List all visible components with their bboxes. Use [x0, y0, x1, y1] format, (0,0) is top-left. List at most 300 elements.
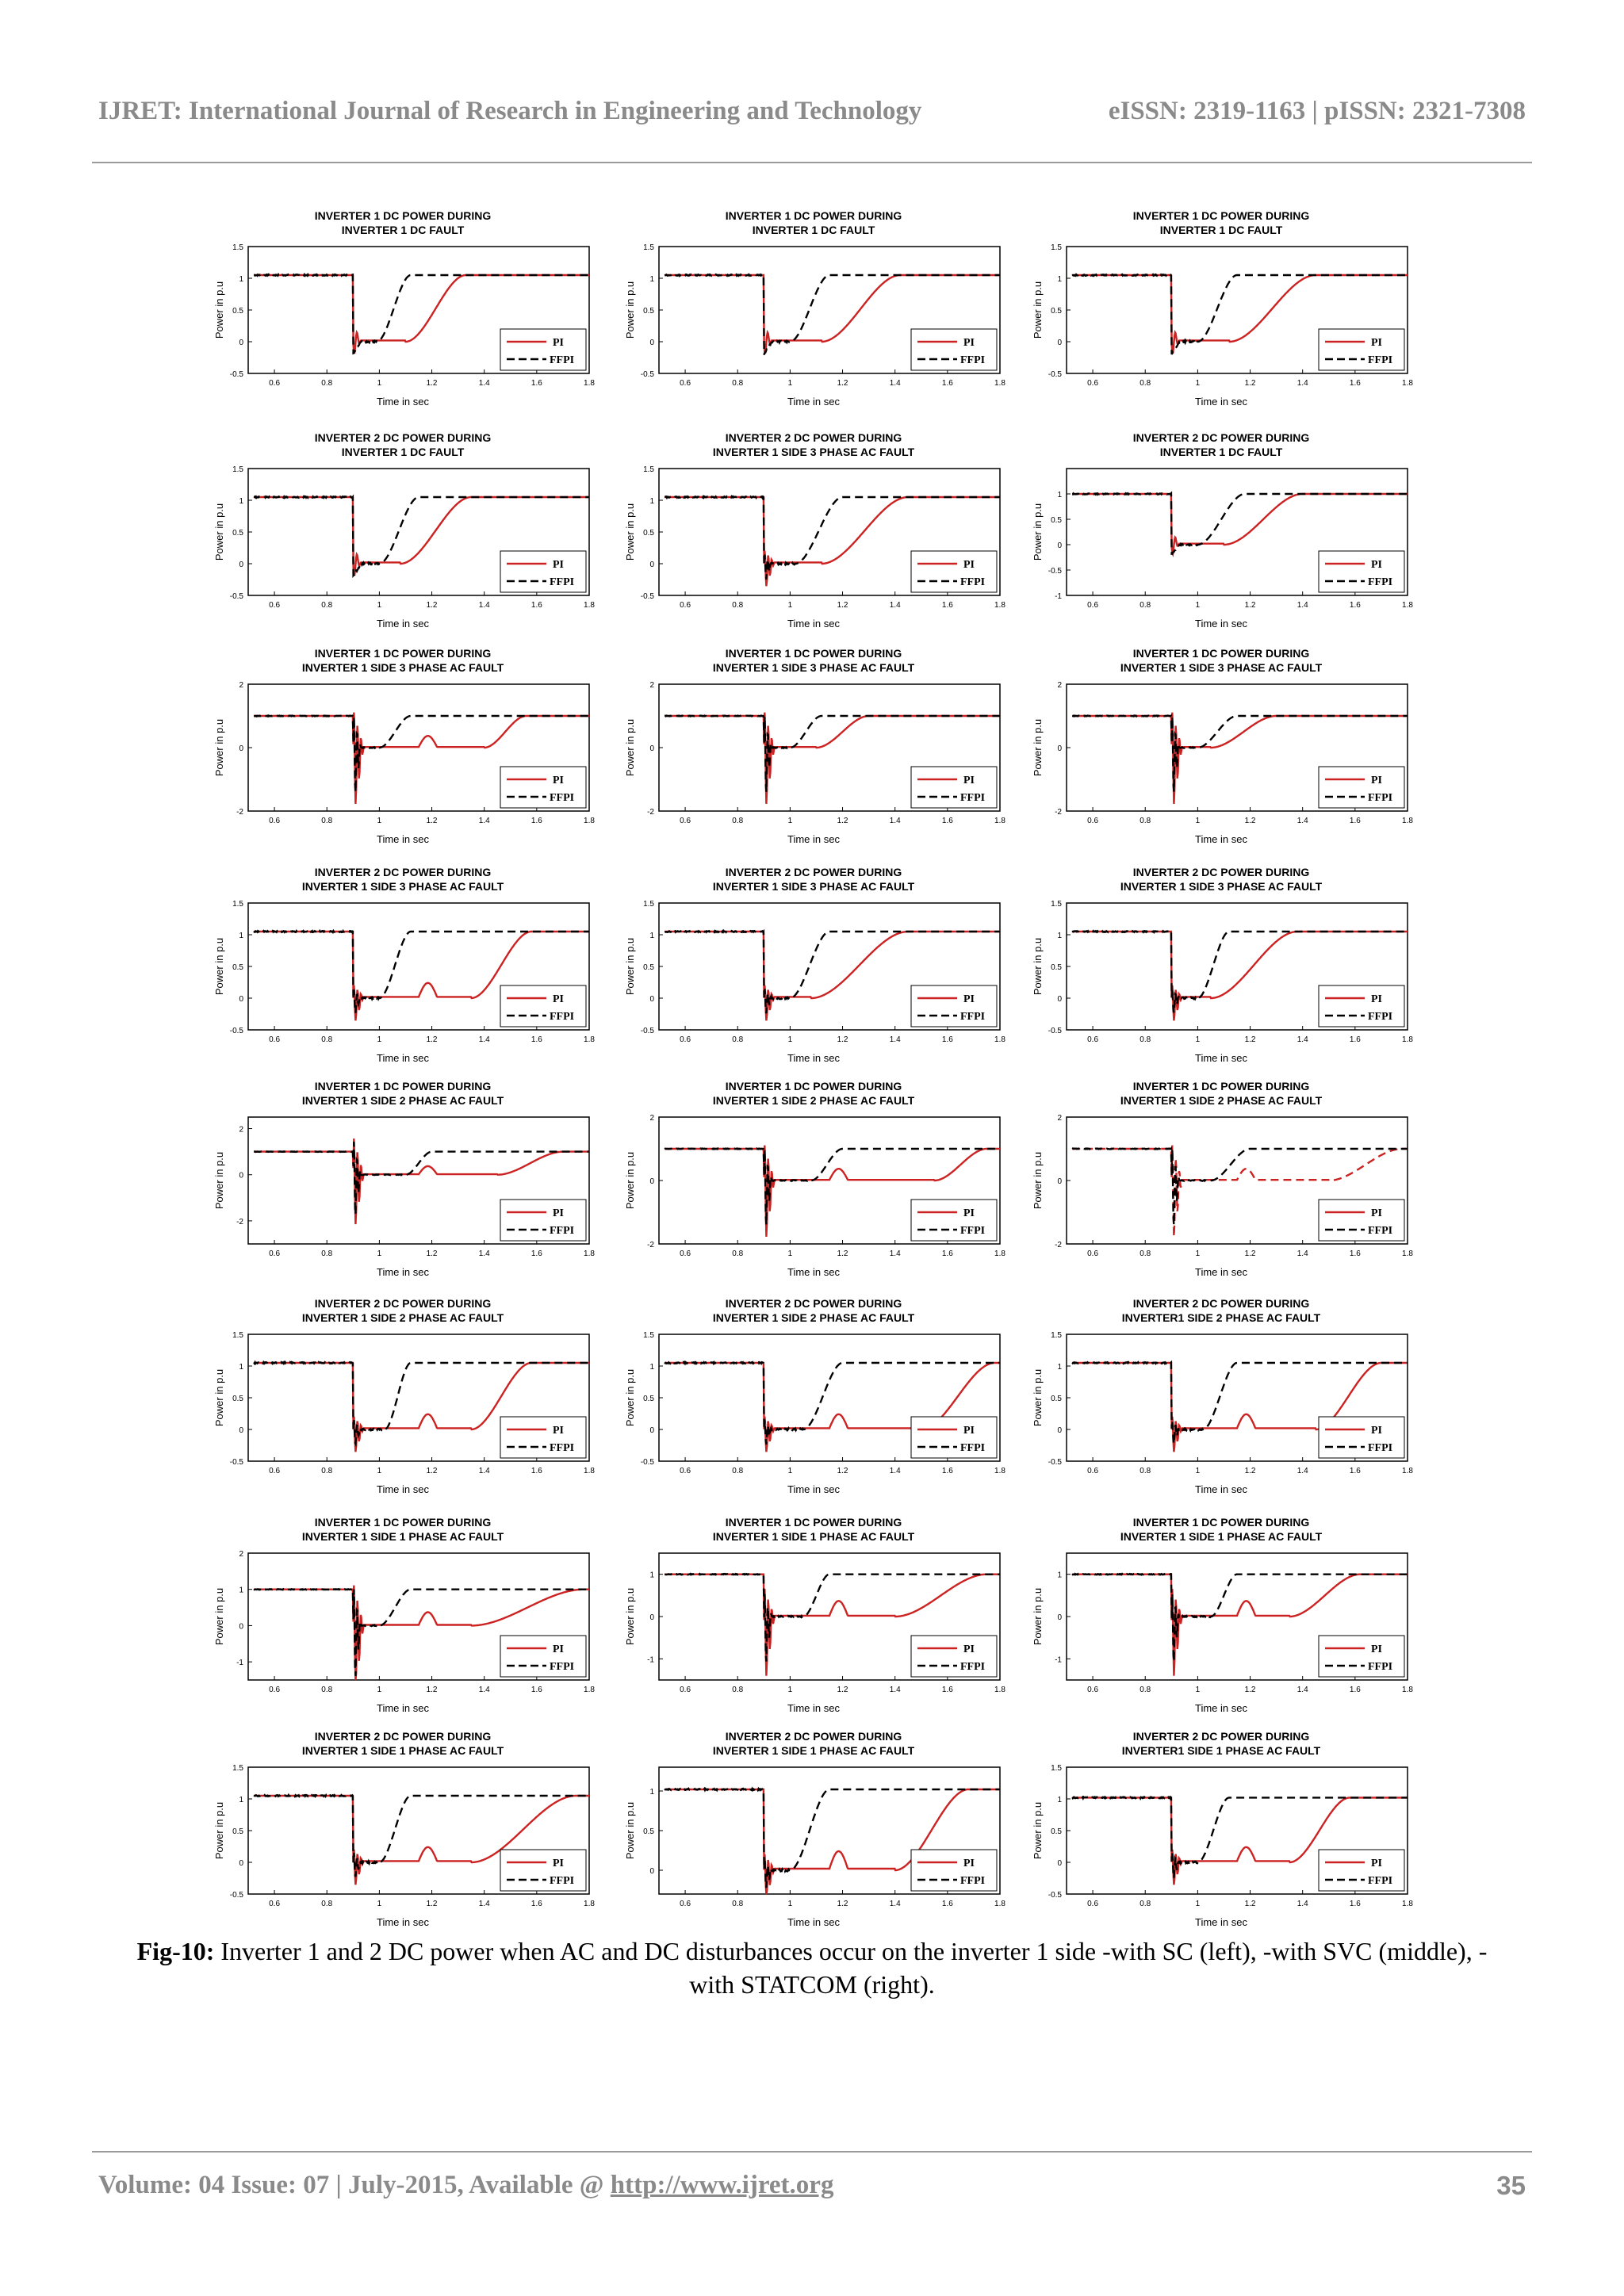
y-tick-label: 0: [1057, 1426, 1062, 1435]
x-tick-label: 1: [787, 601, 793, 610]
y-axis-label: Power in p.u: [1032, 1151, 1044, 1210]
x-tick-label: 0.8: [321, 817, 333, 825]
chart-title-line1: INVERTER 2 DC POWER DURING: [314, 1730, 492, 1743]
y-tick-label: -0.5: [229, 1027, 243, 1035]
legend-pi-label: PI: [963, 775, 975, 786]
chart-title-line1: INVERTER 1 DC POWER DURING: [725, 209, 902, 222]
legend-ffpi-label: FFPI: [1368, 792, 1393, 804]
chart-title-line2: INVERTER 1 SIDE 1 PHASE AC FAULT: [1120, 1530, 1323, 1543]
chart-title-line2: INVERTER 1 SIDE 3 PHASE AC FAULT: [712, 446, 915, 458]
y-axis-label: Power in p.u: [213, 1801, 225, 1860]
x-tick-label: 1.2: [1244, 1900, 1256, 1908]
y-tick-label: 2: [1057, 1114, 1062, 1123]
x-axis-label: Time in sec: [1195, 396, 1247, 408]
x-tick-label: 1.2: [1244, 1249, 1256, 1258]
x-tick-label: 1.6: [530, 1686, 542, 1694]
chart-title-line2: INVERTER 1 SIDE 3 PHASE AC FAULT: [301, 880, 504, 893]
chart-title-line2: INVERTER1 SIDE 2 PHASE AC FAULT: [1121, 1311, 1321, 1324]
legend-ffpi-label: FFPI: [1368, 1011, 1393, 1023]
chart-title-line2: INVERTER 1 SIDE 3 PHASE AC FAULT: [712, 661, 915, 674]
x-tick-label: 1.4: [889, 1467, 901, 1475]
x-tick-label: 0.6: [269, 1467, 281, 1475]
legend-pi-label: PI: [963, 559, 975, 571]
chart-panel: [613, 1509, 1019, 1723]
x-tick-label: 1.4: [478, 1900, 490, 1908]
y-tick-label: 0: [1057, 1613, 1062, 1622]
y-tick-label: -0.5: [640, 370, 654, 379]
x-tick-label: 1.8: [1402, 1249, 1413, 1258]
chart-panel: [202, 1073, 608, 1287]
chart-panel: [202, 202, 608, 416]
x-tick-label: 1.2: [837, 1035, 848, 1044]
x-tick-label: 1.4: [1297, 601, 1308, 610]
y-tick-label: 1.5: [232, 1764, 243, 1773]
x-tick-label: 1.6: [941, 601, 953, 610]
x-tick-label: 1: [787, 817, 793, 825]
y-tick-label: 1: [239, 1586, 243, 1595]
x-tick-label: 1.4: [478, 817, 490, 825]
x-tick-label: 1: [1195, 379, 1201, 388]
chart-title-line1: INVERTER 1 DC POWER DURING: [1132, 1516, 1310, 1529]
x-tick-label: 0.8: [1139, 601, 1151, 610]
y-tick-label: 0: [649, 1426, 654, 1435]
x-tick-label: 0.8: [321, 1686, 333, 1694]
chart-svg: [613, 1073, 1019, 1287]
x-tick-label: 1: [377, 1249, 382, 1258]
x-tick-label: 1.6: [941, 817, 953, 825]
legend-pi-label: PI: [553, 1858, 564, 1869]
chart-title-line2: INVERTER 1 SIDE 1 PHASE AC FAULT: [712, 1744, 915, 1757]
y-tick-label: 2: [649, 681, 654, 690]
x-tick-label: 0.6: [1087, 1249, 1099, 1258]
x-tick-label: 1: [1195, 1249, 1201, 1258]
y-tick-label: -2: [236, 1217, 243, 1226]
x-tick-label: 1: [1195, 1686, 1201, 1694]
x-tick-label: 1: [787, 1900, 793, 1908]
y-axis-label: Power in p.u: [213, 503, 225, 561]
chart-panel: [613, 640, 1019, 854]
legend-pi-label: PI: [963, 1425, 975, 1437]
y-tick-label: 1.5: [643, 1331, 654, 1340]
footer-rule: [92, 2151, 1532, 2152]
x-tick-label: 1.6: [530, 817, 542, 825]
y-tick-label: 2: [239, 1125, 243, 1135]
footer-volume: [98, 2171, 833, 2200]
y-tick-label: 0: [239, 1859, 243, 1868]
x-tick-label: 1.4: [889, 1900, 901, 1908]
legend-pi-label: PI: [1371, 559, 1382, 571]
x-tick-label: 1: [377, 1686, 382, 1694]
legend-pi-label: PI: [1371, 1207, 1382, 1219]
y-tick-label: 0: [649, 1867, 654, 1876]
legend-pi-label: PI: [963, 337, 975, 349]
y-tick-label: 0.5: [643, 529, 654, 538]
x-tick-label: 1.2: [426, 1686, 438, 1694]
x-tick-label: 1.8: [1402, 1686, 1413, 1694]
x-tick-label: 1.6: [530, 1900, 542, 1908]
chart-title-line1: INVERTER 2 DC POWER DURING: [314, 866, 492, 878]
x-tick-label: 0.6: [269, 379, 281, 388]
x-tick-label: 0.6: [269, 1249, 281, 1258]
header-rule: [92, 162, 1532, 163]
x-tick-label: 1.4: [478, 379, 490, 388]
chart-title-line1: INVERTER 2 DC POWER DURING: [314, 1297, 492, 1310]
x-tick-label: 1.4: [478, 1686, 490, 1694]
chart-panel: [1021, 640, 1427, 854]
x-tick-label: 0.6: [1087, 1686, 1099, 1694]
x-tick-label: 1.8: [584, 1900, 595, 1908]
y-tick-label: 1.5: [1051, 1764, 1062, 1773]
x-tick-label: 0.6: [1087, 1900, 1099, 1908]
chart-title-line2: INVERTER 1 SIDE 1 PHASE AC FAULT: [301, 1530, 504, 1543]
legend-ffpi-label: FFPI: [960, 792, 986, 804]
legend-pi-label: PI: [553, 1207, 564, 1219]
legend-pi-label: PI: [1371, 1425, 1382, 1437]
chart-panel: [202, 1723, 608, 1937]
y-axis-label: Power in p.u: [1032, 1587, 1044, 1646]
y-axis-label: Power in p.u: [624, 1151, 636, 1210]
chart-title-line1: INVERTER 2 DC POWER DURING: [314, 431, 492, 444]
y-tick-label: -0.5: [229, 1458, 243, 1467]
x-tick-label: 1.8: [584, 379, 595, 388]
x-tick-label: 1: [377, 601, 382, 610]
x-tick-label: 1.8: [994, 1249, 1005, 1258]
x-axis-label: Time in sec: [377, 396, 429, 408]
y-tick-label: 0: [649, 744, 654, 753]
y-tick-label: -0.5: [640, 1458, 654, 1467]
x-tick-label: 1.6: [1349, 1686, 1361, 1694]
x-tick-label: 1.2: [426, 817, 438, 825]
x-tick-label: 1.4: [478, 601, 490, 610]
page-number: 35: [1496, 2171, 1526, 2200]
y-tick-label: 0.5: [1051, 1395, 1062, 1403]
chart-title-line1: INVERTER 2 DC POWER DURING: [725, 431, 902, 444]
chart-panel: [1021, 1073, 1427, 1287]
x-tick-label: 1.6: [941, 379, 953, 388]
x-axis-label: Time in sec: [1195, 1702, 1247, 1714]
chart-title-line2: INVERTER 1 SIDE 3 PHASE AC FAULT: [1120, 661, 1323, 674]
y-tick-label: 1: [1057, 491, 1062, 499]
legend-ffpi-label: FFPI: [960, 1442, 986, 1454]
x-axis-label: Time in sec: [377, 1702, 429, 1714]
y-tick-label: 1: [1057, 1571, 1062, 1580]
x-tick-label: 0.8: [732, 1249, 744, 1258]
x-tick-label: 1.4: [889, 601, 901, 610]
chart-title-line2: INVERTER 1 SIDE 2 PHASE AC FAULT: [301, 1311, 504, 1324]
chart-panel: [613, 859, 1019, 1073]
chart-panel: [202, 640, 608, 854]
chart-title-line2: INVERTER 1 DC FAULT: [752, 224, 875, 236]
y-axis-label: Power in p.u: [624, 1587, 636, 1646]
x-tick-label: 0.8: [321, 1900, 333, 1908]
y-tick-label: 0: [239, 339, 243, 347]
x-axis-label: Time in sec: [1195, 1916, 1247, 1928]
x-tick-label: 0.6: [680, 1900, 691, 1908]
x-tick-label: 1.6: [1349, 817, 1361, 825]
chart-title-line2: INVERTER 1 SIDE 2 PHASE AC FAULT: [1120, 1094, 1323, 1107]
chart-panel: [202, 859, 608, 1073]
x-tick-label: 1.2: [837, 379, 848, 388]
x-tick-label: 0.8: [1139, 1249, 1151, 1258]
y-tick-label: -0.5: [1048, 1891, 1062, 1900]
chart-panel: [1021, 202, 1427, 416]
volume-text: Volume: 04 Issue: 07 | July-2015, Available @: [98, 2171, 604, 2199]
legend-ffpi-label: FFPI: [1368, 1442, 1393, 1454]
x-tick-label: 1.4: [889, 817, 901, 825]
legend-ffpi-label: FFPI: [1368, 1661, 1393, 1673]
x-axis-label: Time in sec: [377, 833, 429, 845]
y-tick-label: -0.5: [1048, 567, 1062, 576]
x-tick-label: 0.6: [680, 817, 691, 825]
y-tick-label: 0: [239, 561, 243, 569]
y-axis-label: Power in p.u: [624, 1801, 636, 1860]
y-tick-label: 1.5: [643, 900, 654, 909]
x-tick-label: 1: [1195, 1035, 1201, 1044]
chart-svg: [613, 202, 1019, 416]
legend-pi-label: PI: [1371, 1858, 1382, 1869]
x-tick-label: 0.8: [1139, 1467, 1151, 1475]
x-tick-label: 1.4: [1297, 1035, 1308, 1044]
x-axis-label: Time in sec: [787, 396, 840, 408]
y-tick-label: 1: [1057, 932, 1062, 940]
chart-title-line1: INVERTER 1 DC POWER DURING: [1132, 1080, 1310, 1093]
chart-svg: [613, 1723, 1019, 1937]
x-tick-label: 1: [377, 1900, 382, 1908]
legend-ffpi-label: FFPI: [550, 576, 575, 588]
chart-title-line2: INVERTER 1 SIDE 3 PHASE AC FAULT: [1120, 880, 1323, 893]
y-tick-label: 0.5: [232, 307, 243, 316]
journal-link[interactable]: http://www.ijret.org: [610, 2171, 834, 2199]
x-tick-label: 1: [1195, 601, 1201, 610]
y-tick-label: -0.5: [640, 1027, 654, 1035]
chart-title-line1: INVERTER 2 DC POWER DURING: [1132, 866, 1310, 878]
legend-ffpi-label: FFPI: [550, 1661, 575, 1673]
chart-svg: [1021, 202, 1427, 416]
chart-svg: [613, 1290, 1019, 1504]
x-tick-label: 1.8: [994, 1467, 1005, 1475]
x-tick-label: 1.4: [889, 1035, 901, 1044]
y-tick-label: 0: [239, 1426, 243, 1435]
y-tick-label: 1.5: [1051, 1331, 1062, 1340]
x-tick-label: 0.8: [1139, 1686, 1151, 1694]
y-tick-label: 1: [1057, 1363, 1062, 1372]
x-tick-label: 0.6: [680, 1467, 691, 1475]
x-tick-label: 0.6: [269, 601, 281, 610]
x-axis-label: Time in sec: [787, 1052, 840, 1064]
y-tick-label: -0.5: [1048, 370, 1062, 379]
y-axis-label: Power in p.u: [213, 281, 225, 339]
x-tick-label: 0.8: [732, 1035, 744, 1044]
x-tick-label: 1.6: [941, 1686, 953, 1694]
x-axis-label: Time in sec: [377, 1916, 429, 1928]
chart-panel: [202, 1509, 608, 1723]
y-tick-label: 0: [239, 1622, 243, 1632]
y-tick-label: 0: [1057, 541, 1062, 550]
y-tick-label: -2: [647, 1241, 654, 1249]
chart-panel: [202, 1290, 608, 1504]
x-tick-label: 1.6: [530, 601, 542, 610]
x-tick-label: 1.6: [530, 1467, 542, 1475]
legend-ffpi-label: FFPI: [550, 1442, 575, 1454]
x-tick-label: 1.6: [1349, 1467, 1361, 1475]
x-tick-label: 1.8: [1402, 1900, 1413, 1908]
chart-title-line1: INVERTER 1 DC POWER DURING: [725, 1080, 902, 1093]
x-tick-label: 0.6: [269, 1686, 281, 1694]
chart-title-line1: INVERTER 1 DC POWER DURING: [314, 1080, 492, 1093]
x-tick-label: 1.8: [994, 1686, 1005, 1694]
x-tick-label: 1.2: [837, 601, 848, 610]
y-tick-label: -2: [647, 808, 654, 817]
x-tick-label: 0.6: [269, 817, 281, 825]
legend-ffpi-label: FFPI: [1368, 354, 1393, 366]
x-tick-label: 1.6: [1349, 1900, 1361, 1908]
legend-ffpi-label: FFPI: [550, 1875, 575, 1887]
y-tick-label: 1: [239, 1796, 243, 1804]
chart-panel: [613, 1073, 1019, 1287]
legend-ffpi-label: FFPI: [1368, 576, 1393, 588]
y-tick-label: -2: [1055, 1241, 1062, 1249]
y-tick-label: 0: [649, 561, 654, 569]
chart-title-line1: INVERTER 2 DC POWER DURING: [725, 1297, 902, 1310]
y-axis-label: Power in p.u: [624, 937, 636, 996]
legend-pi-label: PI: [1371, 1644, 1382, 1655]
y-tick-label: 0: [649, 995, 654, 1004]
legend-ffpi-label: FFPI: [960, 1011, 986, 1023]
x-axis-label: Time in sec: [787, 1266, 840, 1278]
x-tick-label: 1.8: [994, 379, 1005, 388]
x-tick-label: 1.2: [426, 1900, 438, 1908]
y-tick-label: 0: [239, 744, 243, 753]
x-tick-label: 1: [787, 1686, 793, 1694]
y-tick-label: 0: [649, 1613, 654, 1622]
x-tick-label: 1: [377, 1467, 382, 1475]
y-tick-label: 0: [1057, 1177, 1062, 1186]
chart-svg: [202, 859, 608, 1073]
figure-grid: [202, 202, 1439, 1928]
y-axis-label: Power in p.u: [213, 1587, 225, 1646]
y-tick-label: 1.5: [232, 1331, 243, 1340]
legend-ffpi-label: FFPI: [550, 1225, 575, 1237]
legend-ffpi-label: FFPI: [960, 354, 986, 366]
x-tick-label: 0.8: [1139, 817, 1151, 825]
y-tick-label: 0.5: [232, 963, 243, 972]
x-tick-label: 0.8: [321, 379, 333, 388]
y-tick-label: 1: [239, 932, 243, 940]
chart-title-line1: INVERTER 2 DC POWER DURING: [725, 866, 902, 878]
x-tick-label: 1.4: [889, 1249, 901, 1258]
x-tick-label: 1.2: [1244, 379, 1256, 388]
chart-panel: [1021, 859, 1427, 1073]
y-tick-label: 1: [649, 275, 654, 284]
x-tick-label: 0.8: [732, 379, 744, 388]
x-tick-label: 1.4: [1297, 817, 1308, 825]
chart-panel: [613, 1723, 1019, 1937]
x-tick-label: 1.2: [1244, 1035, 1256, 1044]
x-tick-label: 1.4: [1297, 1249, 1308, 1258]
x-tick-label: 1.6: [941, 1467, 953, 1475]
figure-caption: [119, 1934, 1505, 2001]
legend-pi-label: PI: [963, 1207, 975, 1219]
chart-title-line2: INVERTER 1 SIDE 2 PHASE AC FAULT: [301, 1094, 504, 1107]
y-tick-label: 0.5: [232, 1395, 243, 1403]
x-tick-label: 1.4: [889, 379, 901, 388]
chart-panel: [1021, 424, 1427, 638]
legend-pi-label: PI: [553, 337, 564, 349]
chart-svg: [202, 1723, 608, 1937]
chart-svg: [1021, 640, 1427, 854]
x-tick-label: 1.8: [1402, 601, 1413, 610]
x-tick-label: 1.4: [1297, 379, 1308, 388]
chart-svg: [202, 424, 608, 638]
x-tick-label: 1.8: [994, 817, 1005, 825]
x-tick-label: 1.2: [837, 1686, 848, 1694]
chart-panel: [613, 424, 1019, 638]
y-axis-label: Power in p.u: [1032, 281, 1044, 339]
x-tick-label: 1.6: [1349, 1035, 1361, 1044]
y-axis-label: Power in p.u: [1032, 1801, 1044, 1860]
chart-title-line2: INVERTER 1 SIDE 3 PHASE AC FAULT: [712, 880, 915, 893]
chart-svg: [1021, 1509, 1427, 1723]
chart-svg: [613, 859, 1019, 1073]
y-tick-label: 2: [1057, 681, 1062, 690]
y-tick-label: 0: [1057, 995, 1062, 1004]
chart-title-line1: INVERTER 2 DC POWER DURING: [1132, 431, 1310, 444]
x-tick-label: 1.4: [478, 1249, 490, 1258]
x-tick-label: 1.2: [837, 1900, 848, 1908]
y-tick-label: 1.5: [232, 465, 243, 474]
x-axis-label: Time in sec: [1195, 1052, 1247, 1064]
chart-panel: [1021, 1509, 1427, 1723]
y-tick-label: 0.5: [1051, 963, 1062, 972]
x-tick-label: 0.8: [732, 601, 744, 610]
chart-title-line2: INVERTER 1 DC FAULT: [1159, 224, 1283, 236]
x-tick-label: 1.6: [1349, 1249, 1361, 1258]
x-tick-label: 0.6: [680, 1686, 691, 1694]
chart-title-line1: INVERTER 1 DC POWER DURING: [1132, 647, 1310, 660]
x-tick-label: 1.6: [941, 1249, 953, 1258]
legend-ffpi-label: FFPI: [960, 1661, 986, 1673]
chart-title-line2: INVERTER 1 SIDE 1 PHASE AC FAULT: [301, 1744, 504, 1757]
x-tick-label: 0.6: [680, 379, 691, 388]
y-tick-label: 0.5: [1051, 307, 1062, 316]
y-axis-label: Power in p.u: [624, 503, 636, 561]
y-tick-label: 0.5: [232, 1827, 243, 1836]
x-tick-label: 1.4: [478, 1467, 490, 1475]
x-tick-label: 1.8: [1402, 1467, 1413, 1475]
legend-pi-label: PI: [963, 1644, 975, 1655]
x-tick-label: 0.6: [269, 1900, 281, 1908]
chart-title-line1: INVERTER 2 DC POWER DURING: [1132, 1730, 1310, 1743]
y-tick-label: -0.5: [229, 1891, 243, 1900]
x-tick-label: 1.8: [584, 817, 595, 825]
y-tick-label: 1.5: [643, 243, 654, 252]
x-tick-label: 1.6: [530, 379, 542, 388]
legend-pi-label: PI: [1371, 993, 1382, 1005]
y-tick-label: 0.5: [1051, 516, 1062, 525]
x-tick-label: 1.8: [1402, 379, 1413, 388]
y-tick-label: -1: [1055, 592, 1062, 601]
chart-title-line2: INVERTER 1 SIDE 2 PHASE AC FAULT: [712, 1094, 915, 1107]
legend-ffpi-label: FFPI: [960, 576, 986, 588]
chart-panel: [613, 1290, 1019, 1504]
x-tick-label: 1.8: [1402, 817, 1413, 825]
x-axis-label: Time in sec: [787, 833, 840, 845]
y-tick-label: -0.5: [229, 370, 243, 379]
y-axis-label: Power in p.u: [1032, 718, 1044, 777]
x-tick-label: 1.8: [994, 1035, 1005, 1044]
chart-title-line2: INVERTER 1 SIDE 1 PHASE AC FAULT: [712, 1530, 915, 1543]
x-tick-label: 0.8: [732, 1467, 744, 1475]
